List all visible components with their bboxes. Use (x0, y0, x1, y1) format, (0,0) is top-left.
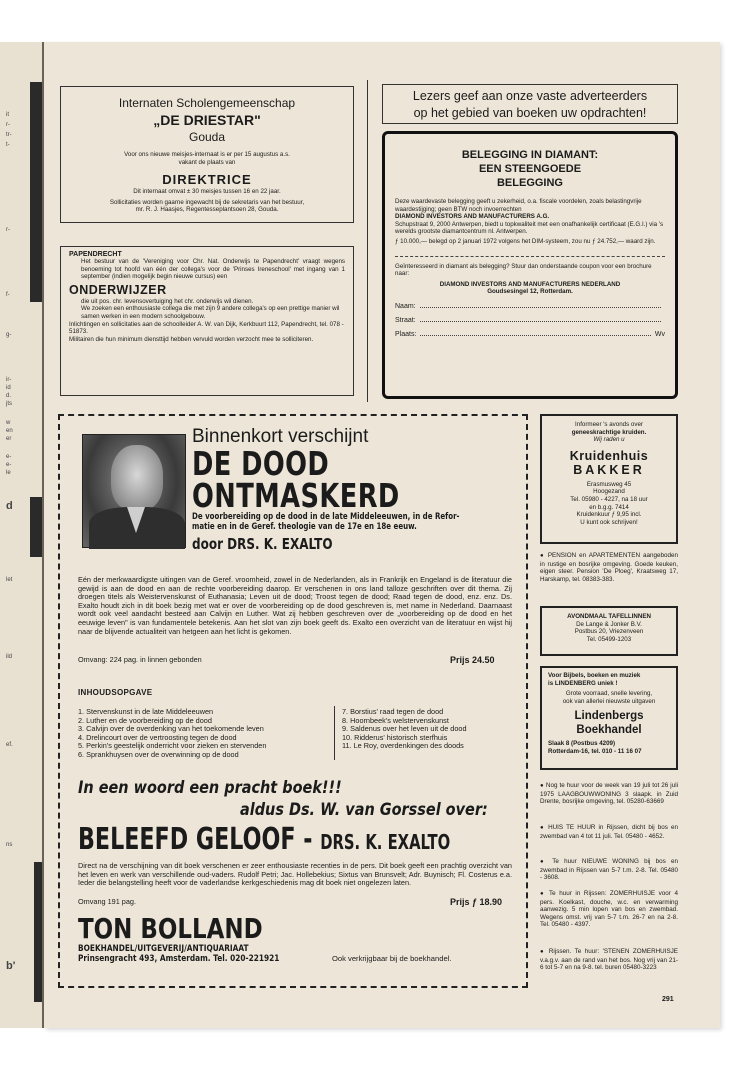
classified-text: Te huur NIEUWE WONING bij bos en zwembad in Rijssen van 5-7 t.m. 2-8. Tel. 05480 - 3608. (540, 858, 678, 882)
avondmaal-ad (540, 606, 678, 656)
kruiden-l1: Informeer 's avonds over (575, 421, 643, 428)
belegging-p1: Deze waardevaste belegging geeft u zekerheid, o.a. fiscale voordelen, zoals belastingvrije waardestijging; geen BTW noch invoerrechten (395, 198, 642, 213)
belegging-title2: EEN STEENGOEDE (478, 163, 582, 175)
papendrecht-p3: We zoeken een enthousiaste collega die met zijn 9 andere collega's op een prettige manier wil samen werken in een modern schoolgebouw. (81, 305, 340, 320)
bullet-icon: ● (540, 859, 548, 865)
driestar-city: Gouda (188, 130, 226, 144)
kruiden-addr2: Hoogezand (593, 488, 625, 496)
belegging-p4: Geïnteresseerd in diamant als belegging? Stuur dan onderstaande coupon voor een brochure naar: (395, 262, 652, 278)
driestar-apply2: mr. R. J. Haasjes, Regentesseplantsoen 28, Gouda. (135, 206, 279, 214)
driestar-line1: Internaten Scholengemeenschap (118, 96, 296, 110)
book-subtitle2: matie en in de Geref. theologie van de 17e en 18e eeuw. (192, 522, 417, 532)
avondmaal-l1: AVONDMAAL TAFELLINNEN (567, 613, 651, 620)
toc-item: 1. Stervenskunst in de late Middeleeuwen (78, 707, 214, 716)
publisher-name: TON BOLLAND (78, 912, 263, 945)
column-rule (367, 80, 368, 402)
fragment: jts (6, 401, 12, 407)
toc-item: 8. Hoornbeek's welstervenskunst (342, 715, 449, 725)
linden-name2: Boekhandel (576, 724, 642, 737)
kruiden-addr6: U kunt ook schrijven! (580, 518, 638, 526)
fragment: e- (6, 462, 12, 468)
author-head (111, 445, 163, 511)
toc-item: 7. Borstius' raad tegen de dood (342, 707, 444, 716)
belegging-company-nl: DIAMOND INVESTORS AND MANUFACTURERS NEDERLAND (439, 280, 621, 288)
toc-item: 3. Calvijn over de overdenking van het toekomende leven (78, 724, 264, 733)
toc-item: 6. Sprankhuysen over de overwinning op de dood (78, 749, 239, 759)
classified-text: Te huur in Rijssen: ZOMERHUISJE voor 4 pers. Koelkast, douche, w.c. en verwarming aanwezig. 5 min lopen van bos en zwembad. Wegens omst. vrij van 5-7 t.m. 26-7 en na 2-8. Tel. 05480 - 4397. (540, 890, 679, 929)
toc-right (342, 708, 522, 751)
coupon-place-field[interactable] (420, 335, 650, 336)
toc-left (78, 708, 340, 759)
papendrecht-position: ONDERWIJZER (69, 282, 167, 297)
coming-soon: Binnenkort verschijnt (192, 426, 369, 447)
fragment: g- (6, 332, 12, 338)
coupon-name-field[interactable] (420, 307, 661, 308)
bullet-icon: ● (540, 825, 545, 831)
linden-l2: is LINDENBERG uniek ! (548, 679, 618, 687)
toc-title: INHOUDSOPGAVE (78, 688, 153, 697)
author-photo (82, 434, 186, 548)
fragment: d (6, 500, 13, 512)
classified-text: HUIS TE HUUR in Rijssen, dicht bij bos en zwembad van 4 tot 11 juli. Tel. 05480 - 4652. (540, 824, 679, 840)
avondmaal-l3: Postbus 20, Vriezenveen (574, 628, 644, 636)
slogan-line2: aldus Ds. W. van Gorssel over: (240, 800, 488, 820)
book-title-line1: DE DOOD (192, 444, 330, 483)
papendrecht-p4: Inlichtingen en sollicitaties aan de schoolleider A. W. van Dijk, Kerkbuurt 112, Papendrecht, tel. 078 - 51873. (69, 320, 344, 336)
fragment: tr- (6, 132, 12, 138)
book2-title: BELEEFD GELOOF - (78, 822, 321, 857)
papendrecht-p5: Militairen die hun minimum diensttijd hebben vervuld worden verzocht mee te solliciteren. (69, 335, 314, 343)
coupon-place-label: Plaats: (395, 330, 417, 338)
linden-l1: Voor Bijbels, boeken en muziek (548, 672, 641, 679)
fragment: ef. (6, 742, 13, 748)
adjacent-page-strip (0, 42, 44, 1028)
classified-text: Rijssen. Te huur: 'STENEN ZOMERHUISJE v.a.g.v. aan de rand van het bos. Nog vrij van 21-6 tot 5-7 en na 9-8. tel. buren 05480-3223 (540, 948, 679, 972)
coupon-name-label: Naam: (395, 302, 416, 310)
driestar-ad (60, 86, 354, 223)
coupon-cut-line (395, 256, 665, 257)
lindenberg-ad (540, 666, 678, 770)
linden-addr2: Rotterdam-16, tel. 010 - 11 16 07 (548, 747, 642, 755)
book2-price: Prijs ƒ 18.90 (450, 897, 503, 907)
kruiden-addr1: Erasmusweg 45 (586, 480, 632, 488)
coupon-place-row[interactable] (395, 331, 665, 338)
fragment: ir- (6, 377, 12, 383)
fragment: d. (6, 393, 12, 399)
papendrecht-p1: Het bestuur van de 'Vereniging voor Chr. Nat. Onderwijs te Papendrecht' vraagt wegens benoeming tot hoofd van één der collega's voor de 'Prinses Ireneschool' met ingang van 1 september (indien mogelijk begin nieuwe cursus) een (81, 258, 345, 281)
bullet-icon: ● (540, 553, 545, 559)
book2-title-line (78, 822, 450, 857)
belegging-address-nl: Goudsesingel 12, Rotterdam. (487, 288, 573, 296)
classified-item (540, 858, 678, 882)
linden-addr1: Slaak 8 (Postbus 4209) (548, 740, 616, 748)
book-title-line2: ONTMASKERD (192, 476, 400, 515)
linden-name1: Lindenbergs (574, 710, 644, 723)
driestar-apply1: Sollicitaties worden gaarne ingewacht bij de sekretaris van het bestuur, (109, 198, 305, 206)
fragment: en (6, 428, 13, 434)
toc-rule (334, 706, 335, 760)
toc-item: 4. Drelincourt over de vertroosting tegen de dood (78, 732, 237, 742)
classified-item (540, 890, 678, 929)
adjacent-page-bar (34, 862, 42, 1002)
fragment: e- (6, 454, 12, 460)
available-note: Ook verkrijgbaar bij de boekhandel. (332, 954, 452, 963)
avondmaal-l4: Tel. 05499-1203 (586, 635, 632, 643)
kruiden-addr4: en b.g.g. 7414 (589, 503, 629, 511)
fragment: ns (6, 842, 13, 848)
belegging-title1: BELEGGING IN DIAMANT: (461, 149, 599, 161)
belegging-company: DIAMOND INVESTORS AND MANUFACTURERS A.G. (395, 213, 550, 221)
bullet-icon: ● (540, 891, 546, 897)
driestar-position: DIREKTRICE (162, 172, 252, 188)
coupon-street-field[interactable] (420, 321, 661, 322)
driestar-intro2: vakant de plaats van (178, 158, 236, 166)
toc-item: 5. Perkin's geestelijk onderricht voor zieken en stervenden (78, 741, 267, 750)
pension-text: PENSION en APARTEMENTEN aangeboden in rustige en bosrijke omgeving. Goede keuken, eigen steer. Pension 'De Ploeg', Kraatsweg 17, Harskamp, tel. 08383-383. (540, 552, 679, 583)
book-price: Prijs 24.50 (450, 655, 495, 665)
toc-item: 2. Luther en de voorbereiding op de dood (78, 715, 212, 725)
book-description: Eén der merkwaardigste uitingen van de Geref. vroomheid, zowel in de Nederlanden, als in Frankrijk en Engeland is de literatuur die gewijd is aan de dood en aan de rechte voorbereiding daarop. Er verschenen in ons land talloze geschriften over dit thema. Zij droegen titels als Weistervenskunst of Euthanasia; Leven uit de dood; Troost tegen de dood; Raad tegen de dood, enz. enz. Ds. Exalto houdt zich in dit boek bezig met wat er over de voorbereiding op de dood geschreven is, met name in Nederland. Daarnaast wordt ook veel aandacht besteed aan Calvijn en Luther. Wat zij hebben geschreven over de „voorbereiding op de dood en het eeuwige leven" is van fundamentele betekenis. Aan het slot van zijn boek geeft ds. Exalto een overzicht van de literatuur en wijst hij naar de blijvende actualiteit van hetgeen aan het licht is gekomen. (78, 575, 512, 636)
slogan-line1: In een woord een pracht boek!!! (78, 778, 342, 798)
pension-ad (540, 552, 678, 583)
exalto-book-ad (58, 414, 528, 988)
lezers-banner (382, 84, 678, 124)
papendrecht-p2: die uit pos. chr. levensovertuiging het chr. onderwijs wil dienen. (81, 297, 254, 305)
linden-l4: ook van allerlei nieuwste uitgaven (562, 697, 656, 705)
driestar-name: „DE DRIESTAR" (153, 112, 261, 128)
kruiden-addr5: Kruidenkuur ƒ 9,95 incl. (576, 511, 642, 519)
fragment: t- (6, 142, 10, 148)
toc-item: 10. Ridderus' historisch sterfhuis (342, 732, 448, 742)
belegging-ad (382, 131, 678, 399)
publisher-sub: BOEKHANDEL/UITGEVERIJ/ANTIQUARIAAT (78, 944, 249, 954)
fragment: ild (6, 654, 13, 660)
belegging-p2: Schupstraat 9, 2000 Antwerpen, biedt u topkwaliteit met een onafhankelijk certificaat (E.G.I.) via 's werelds grootste diamantcentrum nl. Antwerpen. (395, 220, 664, 236)
coupon-street-row[interactable] (395, 317, 665, 324)
coupon-street-label: Straat: (395, 316, 416, 324)
adjacent-page-bar (30, 82, 42, 302)
book2-extent: Omvang 191 pag. (78, 897, 137, 906)
belegging-title3: BELEGGING (496, 177, 563, 189)
book-subtitle1: De voorbereiding op de dood in de late Middeleeuwen, in de Refor- (192, 512, 460, 522)
kruiden-l3: Wij raden u (593, 436, 625, 444)
kruiden-addr3: Tel. 05980 - 4227, na 18 uur (570, 495, 648, 503)
papendrecht-ad (60, 246, 354, 396)
belegging-p3: ƒ 10.000,— belegd op 2 januari 1972 volgens het DIM-systeem, zou nu ƒ 24.752,— waard zijn. (395, 237, 656, 245)
fragment: r- (6, 122, 10, 128)
bullet-icon: ● (540, 783, 544, 789)
book2-description: Direct na de verschijning van dit boek verschenen er zeer enthousiaste recenties in de pers. Dit boek geeft een prachtig overzicht van het leven en werk van verschillende oud-vaders. Rudolf Petri; Jac. Hollebekius; Sixtus van Brunsvelt; Adr. Buynisch; Fl. Costerus e.a. Ieder die belangstelling heeft voor de vaderlandse kerkgeschiedenis mag dit boek niet ongelezen laten. (78, 861, 512, 888)
fragment: b' (6, 960, 16, 972)
driestar-detail: Dit internaat omvat ± 30 meisjes tussen 16 en 22 jaar. (133, 188, 281, 196)
fragment: id (6, 385, 11, 391)
toc-item: 9. Saldenus over het leven uit de dood (342, 724, 467, 733)
avondmaal-l2: De Lange & Jonker B.V. (576, 620, 642, 628)
book-author: door DRS. K. EXALTO (192, 535, 333, 553)
fragment: f- (6, 292, 10, 298)
fragment: er (6, 436, 12, 442)
lezers-line1: Lezers geef aan onze vaste adverteerders (412, 89, 648, 103)
bullet-icon: ● (540, 949, 546, 955)
publisher-address: Prinsengracht 493, Amsterdam. Tel. 020-221921 (78, 954, 280, 964)
book-extent: Omvang: 224 pag. in linnen gebonden (78, 655, 202, 664)
lezers-line2: op het gebied van boeken uw opdrachten! (413, 106, 647, 120)
classified-item (540, 782, 678, 806)
fragment: it (6, 112, 9, 118)
kruiden-name2: BAKKER (573, 462, 645, 477)
fragment: r- (6, 227, 10, 233)
classified-item (540, 948, 678, 972)
coupon-code: Wv (654, 330, 665, 338)
kruiden-l2: geneeskrachtige kruiden. (571, 428, 647, 436)
classified-item (540, 824, 678, 840)
driestar-intro1: Voor ons nieuwe meisjes-internaat is er per 15 augustus a.s. (124, 151, 290, 158)
kruiden-name1: Kruidenhuis (569, 448, 649, 463)
adjacent-page-bar (30, 497, 42, 557)
toc-item: 11. Le Roy, overdenkingen des doods (342, 741, 464, 750)
fragment: w (6, 420, 11, 426)
kruidenhuis-ad (540, 414, 678, 544)
coupon-name-row[interactable] (395, 303, 665, 310)
papendrecht-place: PAPENDRECHT (69, 251, 122, 258)
page-number: 291 (662, 996, 674, 1003)
linden-l3: Grote voorraad, snelle levering, (565, 690, 653, 698)
classified-text: Nog te huur voor de week van 19 juli tot 26 juli 1975 LAAGBOUWWONING 3 slaapk. in Zuid Drente, bosrijke omgeving, tel. 05280-63669 (540, 782, 678, 806)
fragment: le (6, 470, 11, 476)
fragment: let (6, 577, 13, 583)
book2-author: DRS. K. EXALTO (320, 830, 451, 854)
